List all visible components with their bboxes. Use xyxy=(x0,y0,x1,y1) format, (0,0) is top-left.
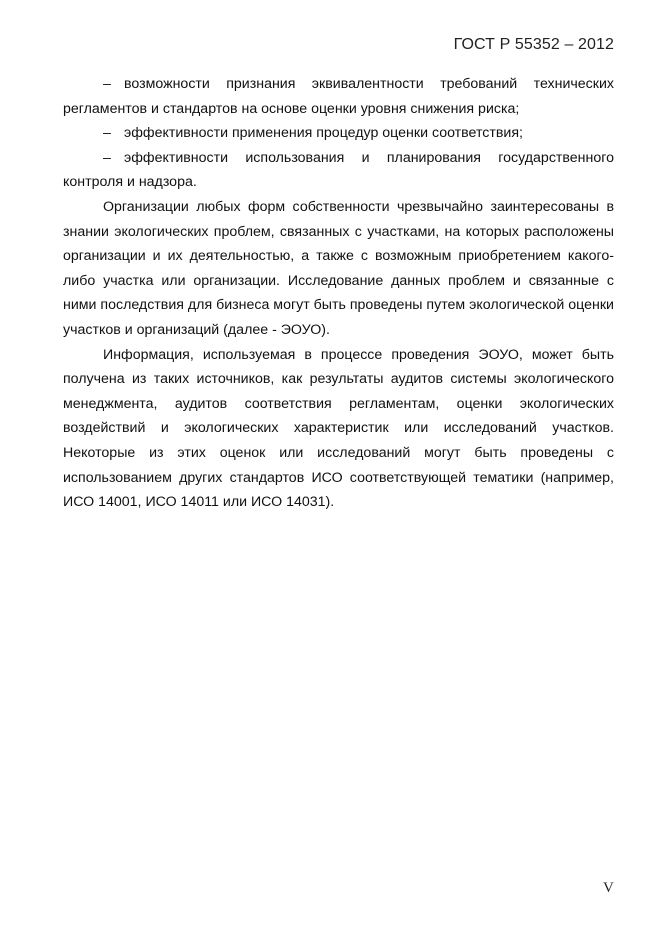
list-item-text: эффективности использования и планирования государственного контроля и надзора. xyxy=(63,149,614,191)
list-item xyxy=(63,121,614,146)
document-header-title: ГОСТ Р 55352 – 2012 xyxy=(453,36,614,53)
list-item xyxy=(63,72,614,121)
paragraph: Организации любых форм собственности чрезвычайно заинтересованы в знании экологических проблем, связанных с участками, на которых расположены организации и их деятельностью, а также с возможным приобретением какого-либо участка или организации. Исследование данных проблем и связанные с ними последствия для бизнеса могут быть проведены путем экологической оценки участков и организаций (далее - ЭОУО). xyxy=(63,198,614,338)
document-body xyxy=(63,72,614,515)
list-dash: – xyxy=(103,149,111,166)
list-item-text: возможности признания эквивалентности требований технических регламентов и стандартов на основе оценки уровня снижения риска; xyxy=(63,76,614,117)
list-item-text: эффективности применения процедур оценки соответствия; xyxy=(124,125,523,142)
page-number: V xyxy=(603,880,614,896)
list-dash: – xyxy=(103,125,111,142)
paragraph: Информация, используемая в процессе проведения ЭОУО, может быть получена из таких источников, как результаты аудитов системы экологического менеджмента, аудитов соответствия регламентам, оценки экологических воздействий и экологических характеристик или исследований участков. Некоторые из этих оценок или исследований могут быть проведены с использованием других стандартов ИСО соответствующей тематики (например, ИСО 14001, ИСО 14011 или ИСО 14031). xyxy=(63,346,614,511)
list-item xyxy=(63,146,614,195)
list-dash: – xyxy=(103,76,111,92)
